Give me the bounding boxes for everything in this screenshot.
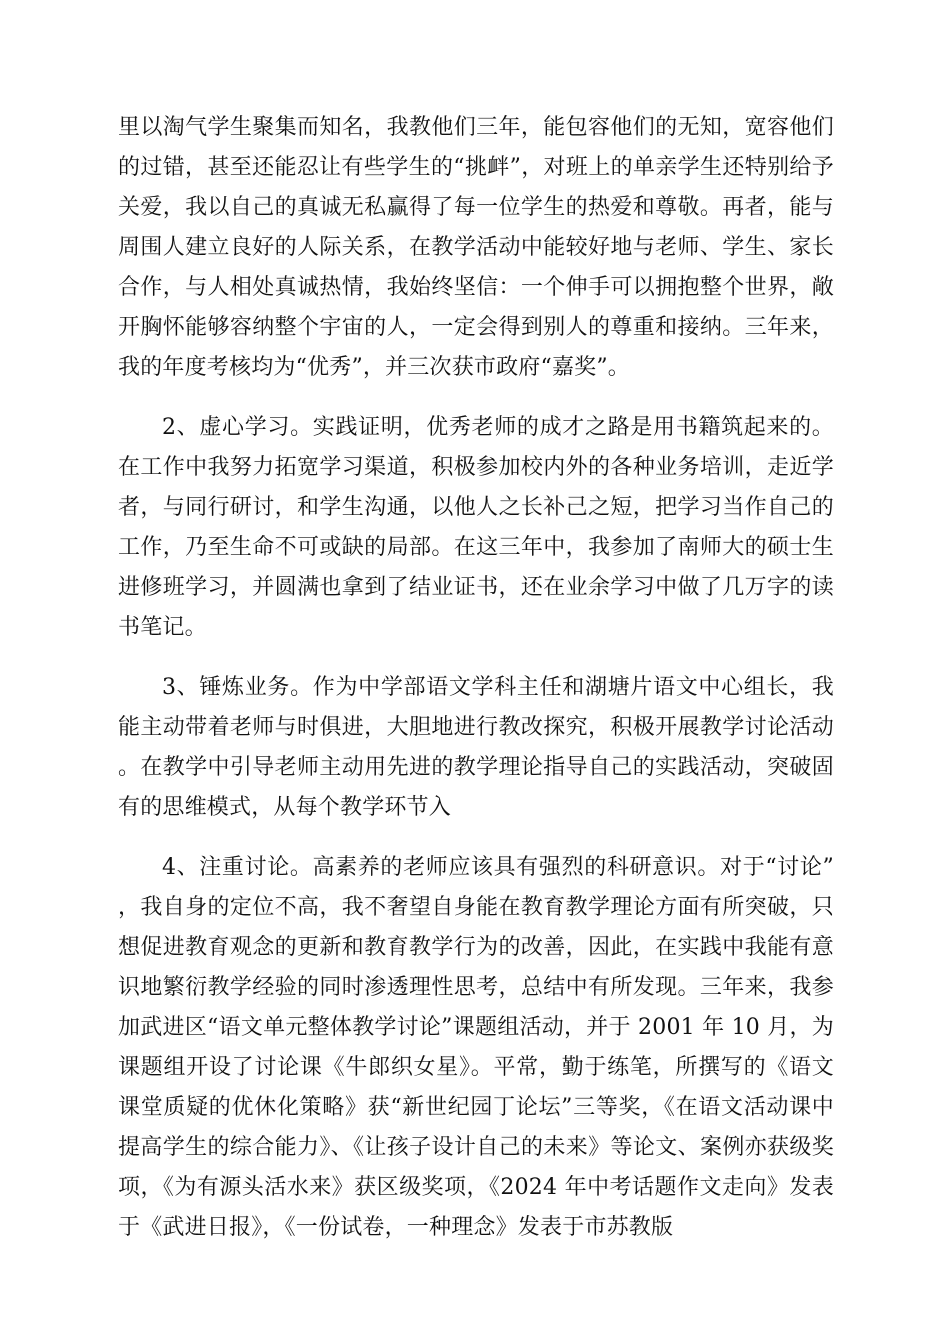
paragraph-2-humble-learning: 2、虚心学习。实践证明，优秀老师的成才之路是用书籍筑起来的。在工作中我努力拓宽学习渠道，积极参加校内外的各种业务培训，走近学者，与同行研讨，和学生沟通，以他人之长补己之短，把学习当作自己的工作，乃至生命不可或缺的局部。在这三年中，我参加了南师大的硕士生进修班学习，并圆满也拿到了结业证书，还在业余学习中做了几万字的读书笔记。 [118, 415, 834, 640]
paragraph-gap [118, 388, 834, 408]
document-page [118, 108, 834, 1248]
paragraph-gap [118, 828, 834, 848]
paragraph-4-focus-discussion: 4、注重讨论。高素养的老师应该具有强烈的科研意识。对于“讨论”，我自身的定位不高，我不奢望自身能在教育教学理论方面有所突破，只想促进教育观念的更新和教育教学行为的改善，因此，在实践中我能有意识地繁衍教学经验的同时渗透理性思考，总结中有所发现。三年来，我参加武进区“语文单元整体教学讨论”课题组活动，并于 2001 年 10 月，为课题组开设了讨论课《牛郎织女星》。平常，勤于练笔，所撰写的《语文课堂质疑的优休化策略》获“新世纪园丁论坛”三等奖，《在语文活动课中提高学生的综合能力》、《让孩子设计自己的未来》等论文、案例亦获级奖项，《为有源头活水来》获区级奖项，《2024 年中考话题作文走向》发表于《武进日报》，《一份试卷，一种理念》发表于市苏教版 [118, 855, 834, 1240]
paragraph-3-refine-work: 3、锤炼业务。作为中学部语文学科主任和湖塘片语文中心组长，我能主动带着老师与时俱进，大胆地进行教改探究，积极开展教学讨论活动。在教学中引导老师主动用先进的教学理论指导自己的实践活动，突破固有的思维模式，从每个教学环节入 [118, 675, 834, 820]
paragraph-continuation: 里以淘气学生聚集而知名，我教他们三年，能包容他们的无知，宽容他们的过错，甚至还能忍让有些学生的“挑衅”，对班上的单亲学生还特别给予关爱，我以自己的真诚无私赢得了每一位学生的热爱和尊敬。再者，能与周围人建立良好的人际关系，在教学活动中能较好地与老师、学生、家长合作，与人相处真诚热情，我始终坚信：一个伸手可以拥抱整个世界，敞开胸怀能够容纳整个宇宙的人，一定会得到别人的尊重和接纳。三年来，我的年度考核均为“优秀”，并三次获市政府“嘉奖”。 [118, 115, 834, 380]
paragraph-gap [118, 648, 834, 668]
